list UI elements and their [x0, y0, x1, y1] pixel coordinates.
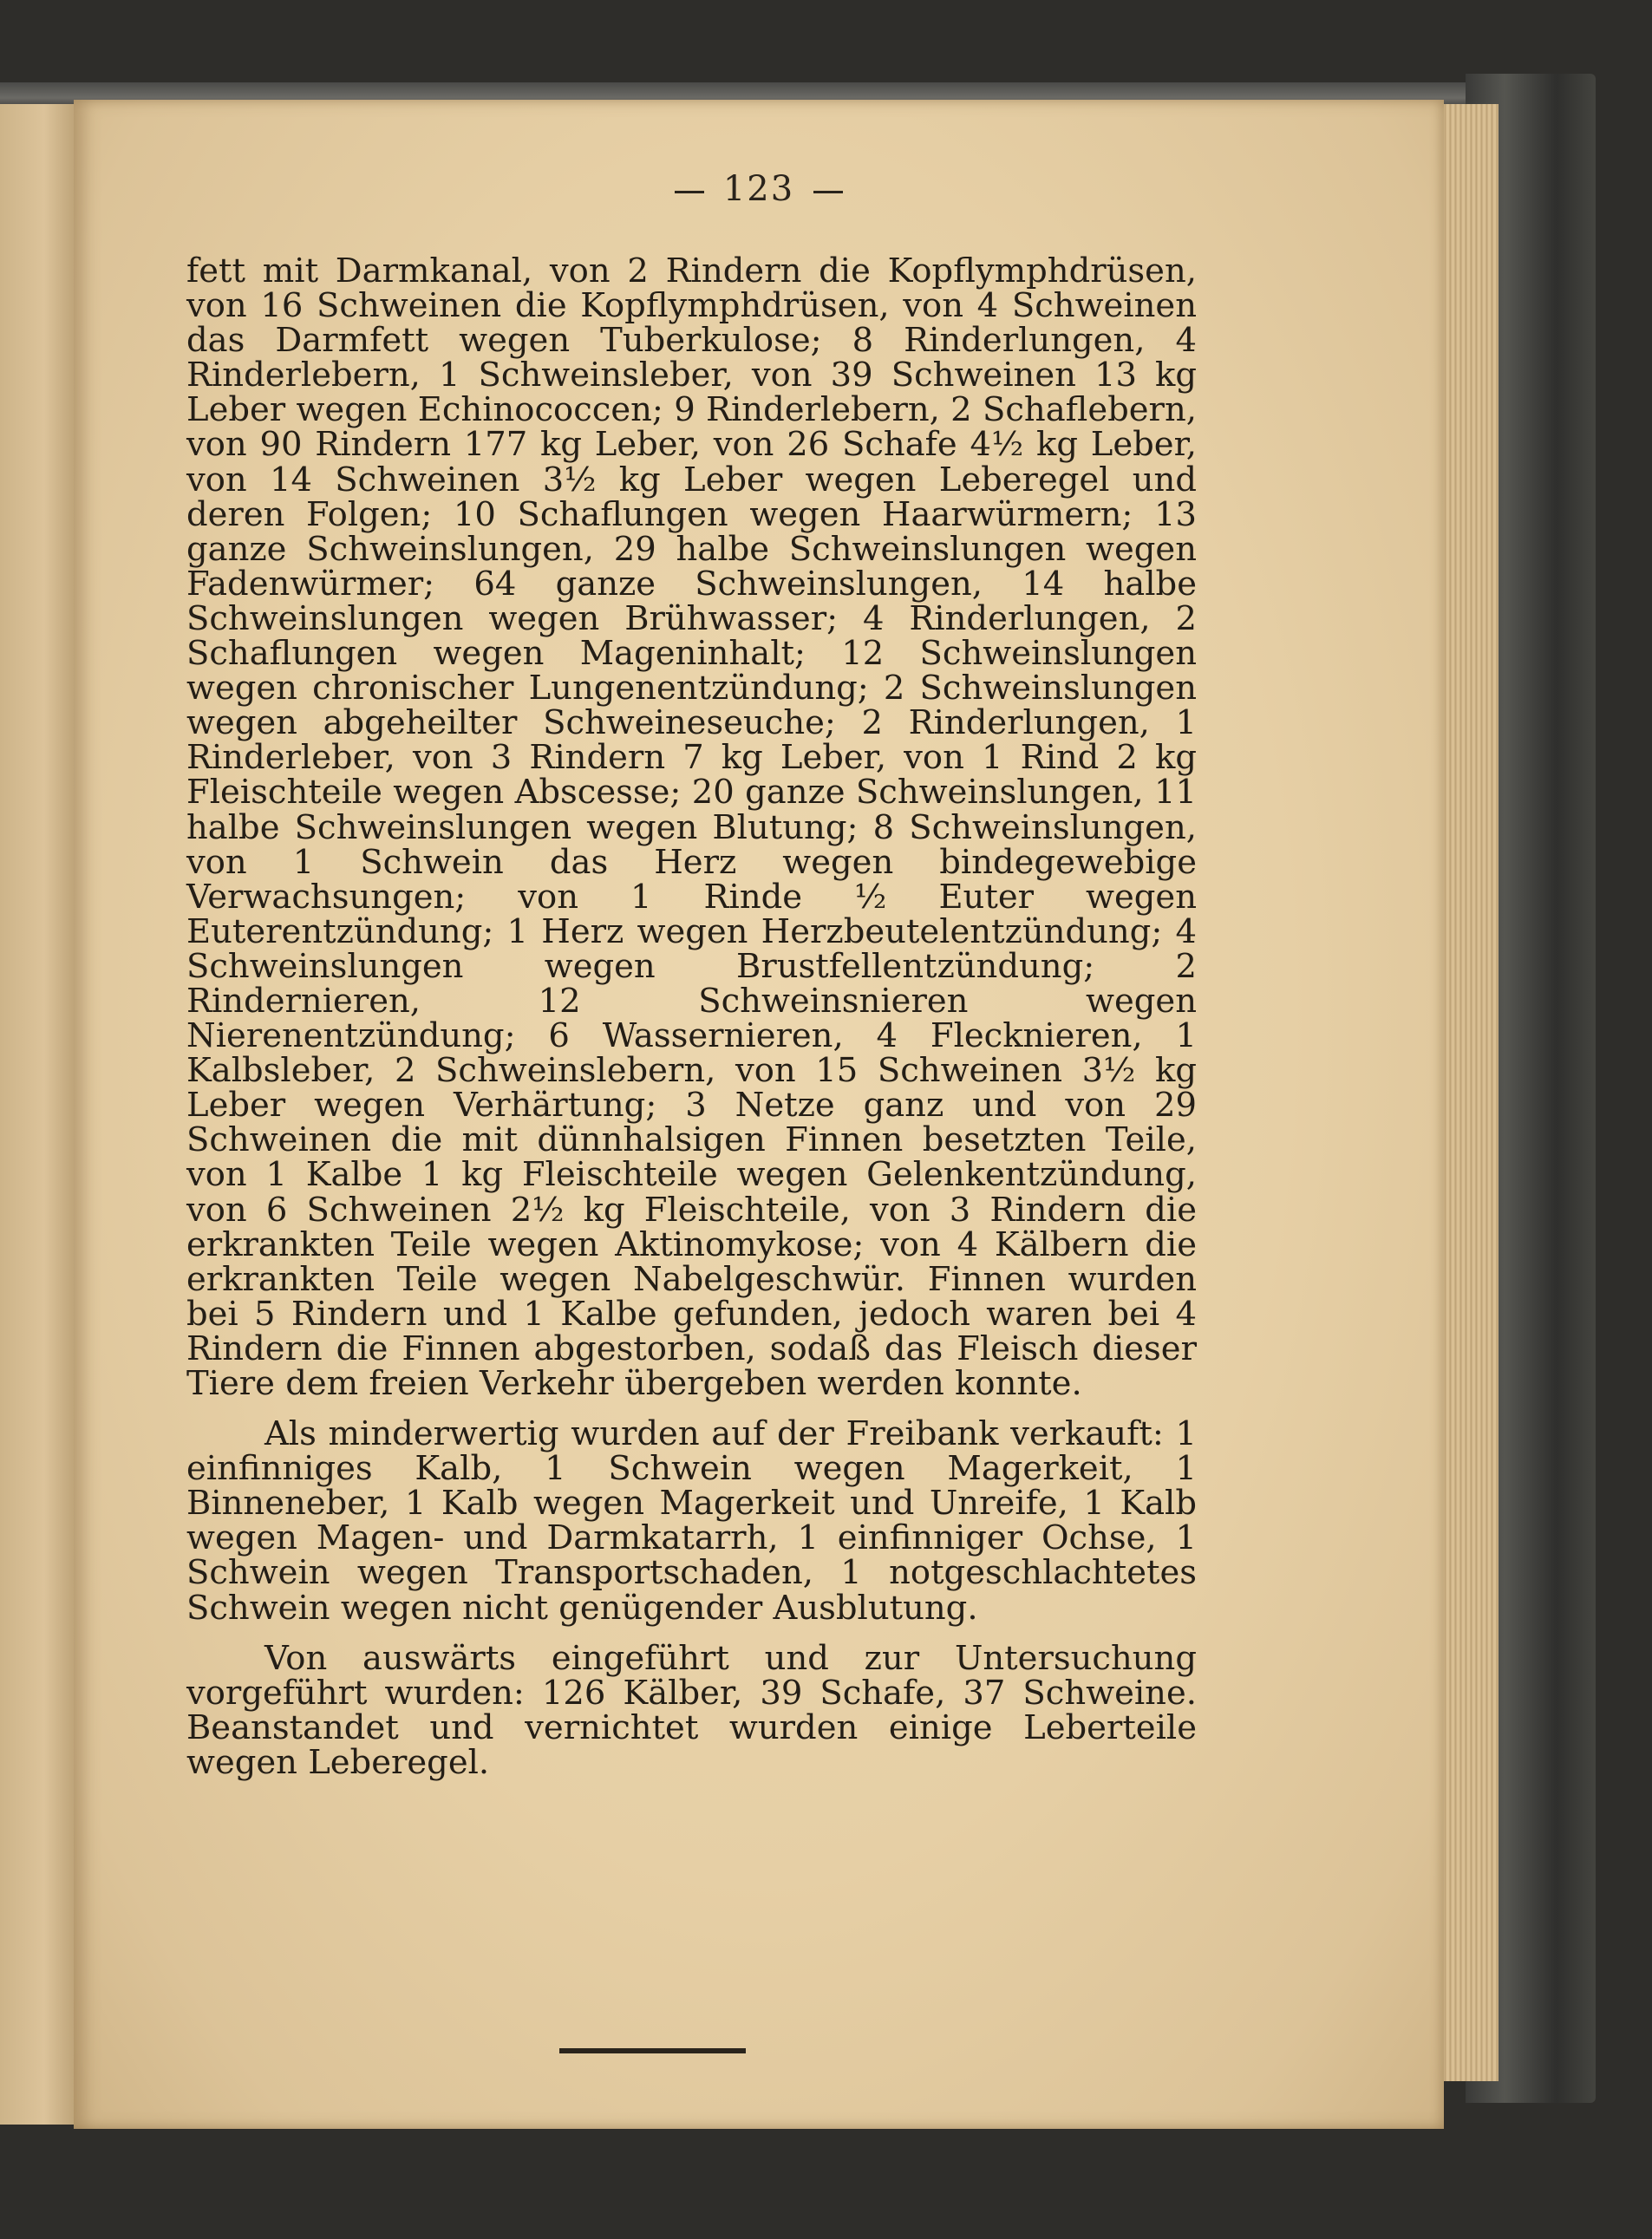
- facing-page-edge: [0, 104, 75, 2125]
- page-number-value: 123: [722, 169, 795, 209]
- page-number-dash-right: [813, 191, 843, 193]
- book-page: [74, 100, 1444, 2129]
- paragraph-freibank: Als minderwertig wurden auf der Freibank verkauft: 1 einfinniges Kalb, 1 Schwein wegen Magerkeit, 1 Binneneber, 1 Kalb wegen Magerkeit und Unreife, 1 Kalb wegen Magen- und Darmkatarrh, 1 einfinniger Ochse, 1 Schwein wegen Transportschaden, 1 notgeschlachtetes Schwein wegen nicht genügender Ausblutung.: [186, 1414, 1197, 1628]
- body-text: [186, 251, 1197, 1782]
- paragraph-inspection-findings: fett mit Darmkanal, von 2 Rindern die Kopflymphdrüsen, von 16 Schweinen die Kopflymphdrüsen, von 4 Schweinen das Darmfett wegen Tuberkulose; 8 Rinderlungen, 4 Rinderlebern, 1 Schweinsleber, von 39 Schweinen 13 kg Leber wegen Echinococcen; 9 Rinderlebern, 2 Schaflebern, von 90 Rindern 177 kg Leber, von 26 Schafe 4½ kg Leber, von 14 Schweinen 3½ kg Leber wegen Leberegel und deren Folgen; 10 Schaflungen wegen Haarwürmern; 13 ganze Schweinslungen, 29 halbe Schweinslungen wegen Fadenwürmer; 64 ganze Schweinslungen, 14 halbe Schweinslungen wegen Brühwasser; 4 Rinderlungen, 2 Schaflungen wegen Mageninhalt; 12 Schweinslungen wegen chronischer Lungenentzündung; 2 Schweinslungen wegen abgeheilter Schweineseuche; 2 Rinderlungen, 1 Rinderleber, von 3 Rindern 7 kg Leber, von 1 Rind 2 kg Fleischteile wegen Abscesse; 20 ganze Schweinslungen, 11 halbe Schweinslungen wegen Blutung; 8 Schweinslungen, von 1 Schwein das Herz wegen bindegewebige Verwachsungen; von 1 Rinde ½ Euter wegen Euterentzündung; 1 Herz wegen Herzbeutelentzündung; 4 Schweinslungen wegen Brustfellentzündung; 2 Rindernieren, 12 Schweinsnieren wegen Nierenentzündung; 6 Wassernieren, 4 Flecknieren, 1 Kalbsleber, 2 Schweinslebern, von 15 Schweinen 3½ kg Leber wegen Verhärtung; 3 Netze ganz und von 29 Schweinen die mit dünnhalsigen Finnen besetzten Teile, von 1 Kalbe 1 kg Fleischteile wegen Gelenkentzündung, von 6 Schweinen 2½ kg Fleischteile, von 3 Rindern die erkrankten Teile wegen Aktinomykose; von 4 Kälbern die erkrankten Teile wegen Nabelgeschwür. Finnen wurden bei 5 Rindern und 1 Kalbe gefunden, jedoch waren bei 4 Rindern die Finnen abgestorben, sodaß das Fleisch dieser Tiere dem freien Verkehr übergeben werden konnte.: [186, 251, 1197, 1403]
- paragraph-imports: Von auswärts eingeführt und zur Untersuchung vorgeführt wurden: 126 Kälber, 39 Schafe, 37 Schweine. Beanstandet und vernichtet wurden einige Leberteile wegen Leberegel.: [186, 1638, 1197, 1782]
- section-end-rule: [559, 2048, 746, 2053]
- page-number-dash-left: [675, 191, 704, 193]
- page-number: [74, 169, 1444, 209]
